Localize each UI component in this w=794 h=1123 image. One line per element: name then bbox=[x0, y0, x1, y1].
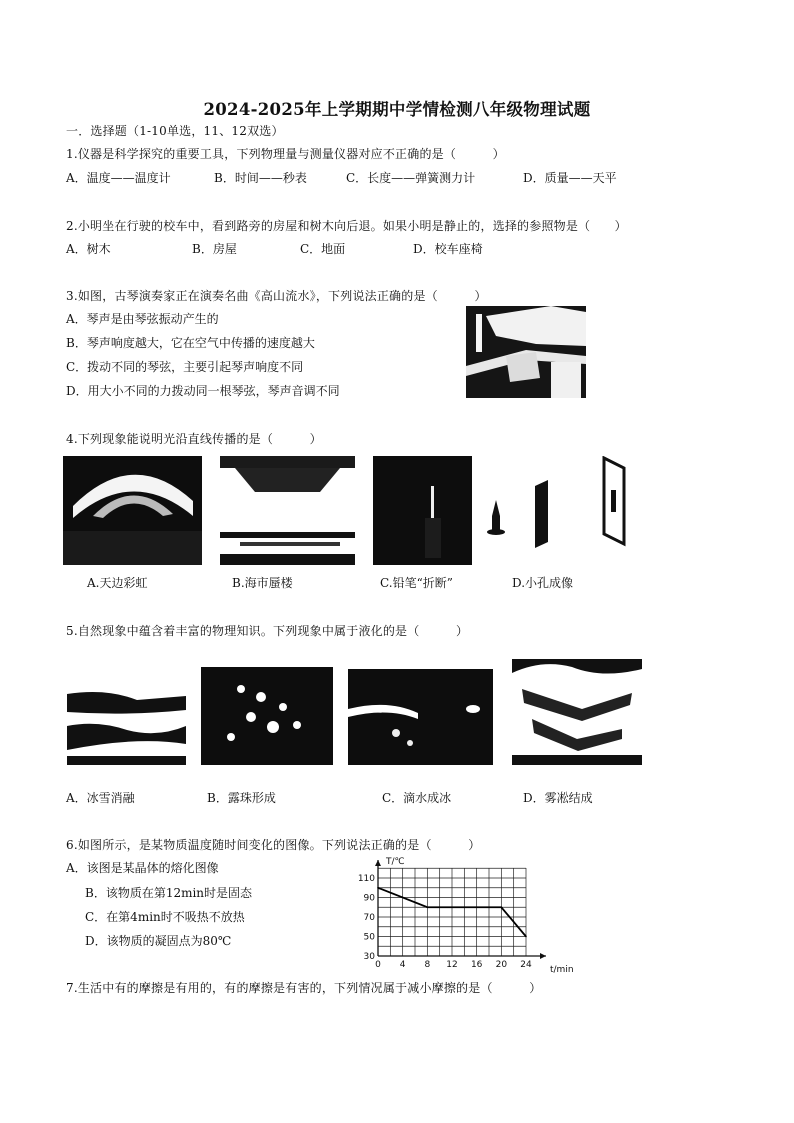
series-point bbox=[377, 887, 379, 889]
y-tick-label: 70 bbox=[363, 913, 375, 923]
q6-option-b: B．该物质在第12min时是固态 bbox=[85, 886, 253, 900]
q4-caption-a: A.天边彩虹 bbox=[87, 576, 148, 590]
section-heading: 一．选择题（1-10单选，11、12双选） bbox=[66, 124, 284, 138]
x-tick-label: 16 bbox=[470, 960, 483, 970]
mirage-photo bbox=[220, 456, 355, 565]
q2-option-b: B．房屋 bbox=[192, 242, 237, 256]
q1-option-c: C．长度——弹簧测力计 bbox=[346, 171, 476, 185]
rime-photo bbox=[512, 659, 642, 765]
q6-stem: 6.如图所示，是某物质温度随时间变化的图像。下列说法正确的是（ ） bbox=[66, 838, 481, 852]
y-tick-label: 50 bbox=[363, 932, 375, 943]
x-tick-label: 4 bbox=[399, 960, 406, 970]
series-point bbox=[525, 936, 527, 938]
q1-option-a: A．温度——温度计 bbox=[66, 171, 171, 185]
q5-caption-d: D．雾凇结成 bbox=[523, 791, 593, 805]
series-point bbox=[501, 906, 503, 908]
chart-axes bbox=[375, 860, 546, 959]
q2-option-d: D．校车座椅 bbox=[413, 242, 483, 256]
q3-option-b: B．琴声响度越大，它在空气中传播的速度越大 bbox=[66, 336, 315, 350]
x-tick-label: 0 bbox=[375, 960, 381, 970]
q4-caption-d: D.小孔成像 bbox=[512, 576, 574, 590]
q2-option-a: A．树木 bbox=[66, 242, 111, 256]
x-axis-arrow bbox=[540, 953, 546, 959]
x-tick-label: 24 bbox=[520, 960, 532, 970]
q3-option-a: A．琴声是由琴弦振动产生的 bbox=[66, 312, 219, 326]
pinhole-photo bbox=[480, 456, 630, 565]
melting-snow-photo bbox=[67, 686, 186, 765]
icicle-photo bbox=[348, 669, 493, 765]
series-point bbox=[427, 906, 429, 908]
page-title: 2024-2025年上学期期中学情检测八年级物理试题 bbox=[203, 100, 591, 119]
x-tick-label: 20 bbox=[495, 960, 508, 970]
q5-caption-c: C．滴水成冰 bbox=[382, 791, 452, 805]
chart-grid bbox=[378, 868, 526, 956]
y-axis-arrow bbox=[375, 860, 381, 866]
y-tick-label: 110 bbox=[357, 874, 375, 884]
temperature-time-chart bbox=[350, 856, 580, 976]
q6-option-a: A．该图是某晶体的熔化图像 bbox=[66, 861, 219, 875]
y-tick-label: 90 bbox=[363, 893, 375, 904]
q6-option-d: D．该物质的凝固点为80℃ bbox=[85, 934, 232, 948]
x-tick-label: 12 bbox=[446, 960, 458, 970]
q4-caption-b: B.海市蜃楼 bbox=[232, 576, 293, 590]
q3-option-c: C．拨动不同的琴弦，主要引起琴声响度不同 bbox=[66, 360, 304, 374]
q1-stem: 1.仪器是科学探究的重要工具，下列物理量与测量仪器对应不正确的是（ ） bbox=[66, 147, 505, 161]
q3-stem: 3.如图，古琴演奏家正在演奏名曲《高山流水》，下列说法正确的是（ ） bbox=[66, 289, 487, 303]
pencil-photo bbox=[373, 456, 472, 565]
q3-option-d: D．用大小不同的力拨动同一根琴弦，琴声音调不同 bbox=[66, 384, 340, 398]
q2-stem: 2.小明坐在行驶的校车中，看到路旁的房屋和树木向后退。如果小明是静止的，选择的参照物是（ ） bbox=[66, 219, 627, 233]
q4-caption-c: C.铅笔“折断” bbox=[380, 576, 453, 590]
q2-option-c: C．地面 bbox=[300, 242, 346, 256]
q1-option-b: B．时间——秒表 bbox=[214, 171, 307, 185]
rainbow-photo bbox=[63, 456, 202, 565]
q7-stem: 7.生活中有的摩擦是有用的，有的摩擦是有害的，下列情况属于减小摩擦的是（ ） bbox=[66, 981, 542, 995]
chart-xlabel: t/min bbox=[550, 965, 574, 975]
dew-photo bbox=[201, 667, 333, 765]
q5-caption-a: A．冰雪消融 bbox=[66, 791, 135, 805]
q1-option-d: D．质量——天平 bbox=[523, 171, 617, 185]
x-tick-label: 8 bbox=[424, 960, 431, 970]
chart-ylabel: T/℃ bbox=[386, 857, 405, 867]
q4-stem: 4.下列现象能说明光沿直线传播的是（ ） bbox=[66, 432, 322, 446]
y-tick-label: 30 bbox=[363, 952, 375, 962]
q5-stem: 5.自然现象中蕴含着丰富的物理知识。下列现象中属于液化的是（ ） bbox=[66, 624, 469, 638]
q5-caption-b: B．露珠形成 bbox=[207, 791, 276, 805]
q6-option-c: C．在第4min时不吸热不放热 bbox=[85, 910, 245, 924]
guqin-photo bbox=[466, 306, 586, 398]
